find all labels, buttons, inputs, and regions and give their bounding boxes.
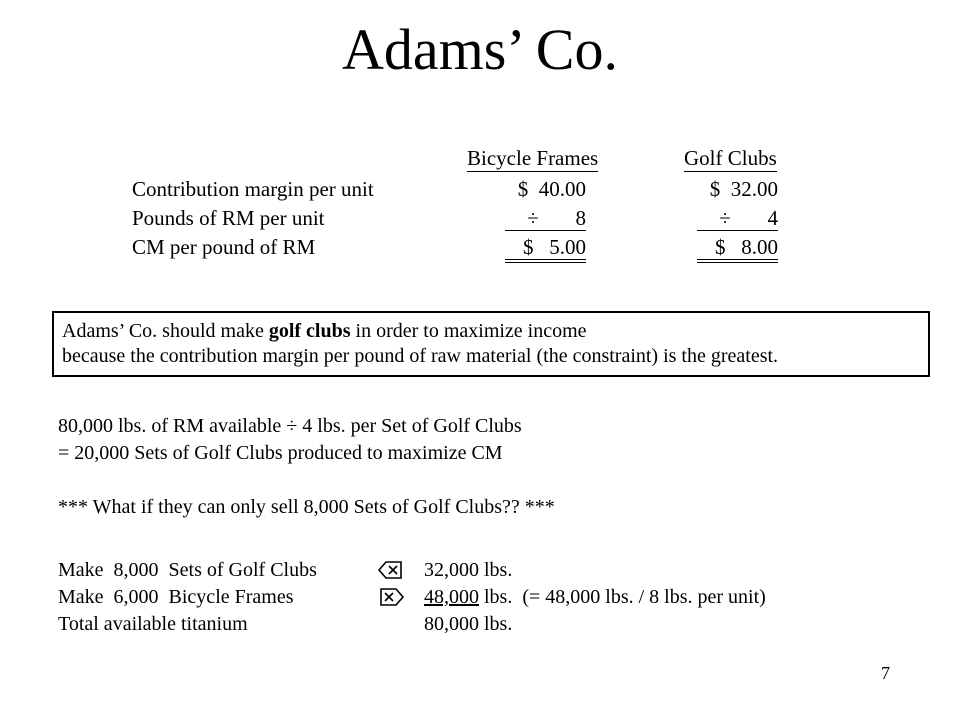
calc-line-2: = 20,000 Sets of Golf Clubs produced to maximize CM: [58, 442, 503, 464]
plan-amount-bicycle-value: 48,000: [424, 586, 479, 608]
plan-label-total-titanium: Total available titanium: [58, 613, 248, 635]
conclusion-emphasis: golf clubs: [268, 320, 351, 342]
golf-cm-per-unit: $ 32.00: [709, 177, 778, 201]
plan-amount-bicycle-unit: lbs.: [479, 586, 513, 608]
row-label-cm-per-unit: Contribution margin per unit: [132, 177, 374, 201]
plan-amount-bicycle-note: (= 48,000 lbs. / 8 lbs. per unit): [512, 586, 766, 608]
conclusion-line-2: because the contribution margin per pound of raw material (the constraint) is the greatest.: [62, 345, 779, 367]
plan-amount-total-unit: lbs.: [479, 613, 513, 635]
what-if-question: *** What if they can only sell 8,000 Sets of Golf Clubs?? ***: [58, 496, 555, 518]
conclusion-line-1: [62, 319, 928, 344]
col-header-golf-clubs: Golf Clubs: [684, 146, 777, 170]
plan-amount-total: [424, 612, 512, 636]
page-number: 7: [881, 663, 890, 683]
conclusion-suffix: in order to maximize income: [350, 320, 587, 342]
page-title: Adams’ Co.: [341, 17, 618, 82]
plan-amount-bicycle-frames: [424, 585, 766, 609]
bicycle-cm-per-unit: $ 40.00: [517, 177, 586, 201]
delete-left-icon: [378, 560, 402, 585]
golf-cm-per-pound: $ 8.00: [697, 235, 778, 263]
bicycle-rm-per-unit: ÷ 8: [505, 206, 586, 231]
plan-amount-golf-clubs: [424, 558, 512, 582]
conclusion-box: [52, 311, 930, 377]
plan-label-bicycle-frames: Make 6,000 Bicycle Frames: [58, 586, 294, 608]
conclusion-prefix: Adams’ Co. should make: [62, 320, 269, 342]
plan-amount-total-value: 80,000: [424, 613, 479, 635]
plan-amount-golf-value: 32,000: [424, 559, 479, 581]
plan-amount-golf-unit: lbs.: [479, 559, 513, 581]
row-label-rm-per-unit: Pounds of RM per unit: [132, 206, 325, 230]
golf-rm-per-unit: ÷ 4: [697, 206, 778, 231]
calc-line-1: 80,000 lbs. of RM available ÷ 4 lbs. per Set of Golf Clubs: [58, 415, 522, 437]
row-label-cm-per-pound: CM per pound of RM: [132, 235, 316, 259]
plan-label-golf-clubs: Make 8,000 Sets of Golf Clubs: [58, 559, 317, 581]
bicycle-cm-per-pound: $ 5.00: [505, 235, 586, 263]
delete-right-icon: [380, 587, 404, 612]
col-header-bicycle-frames: Bicycle Frames: [467, 146, 599, 170]
